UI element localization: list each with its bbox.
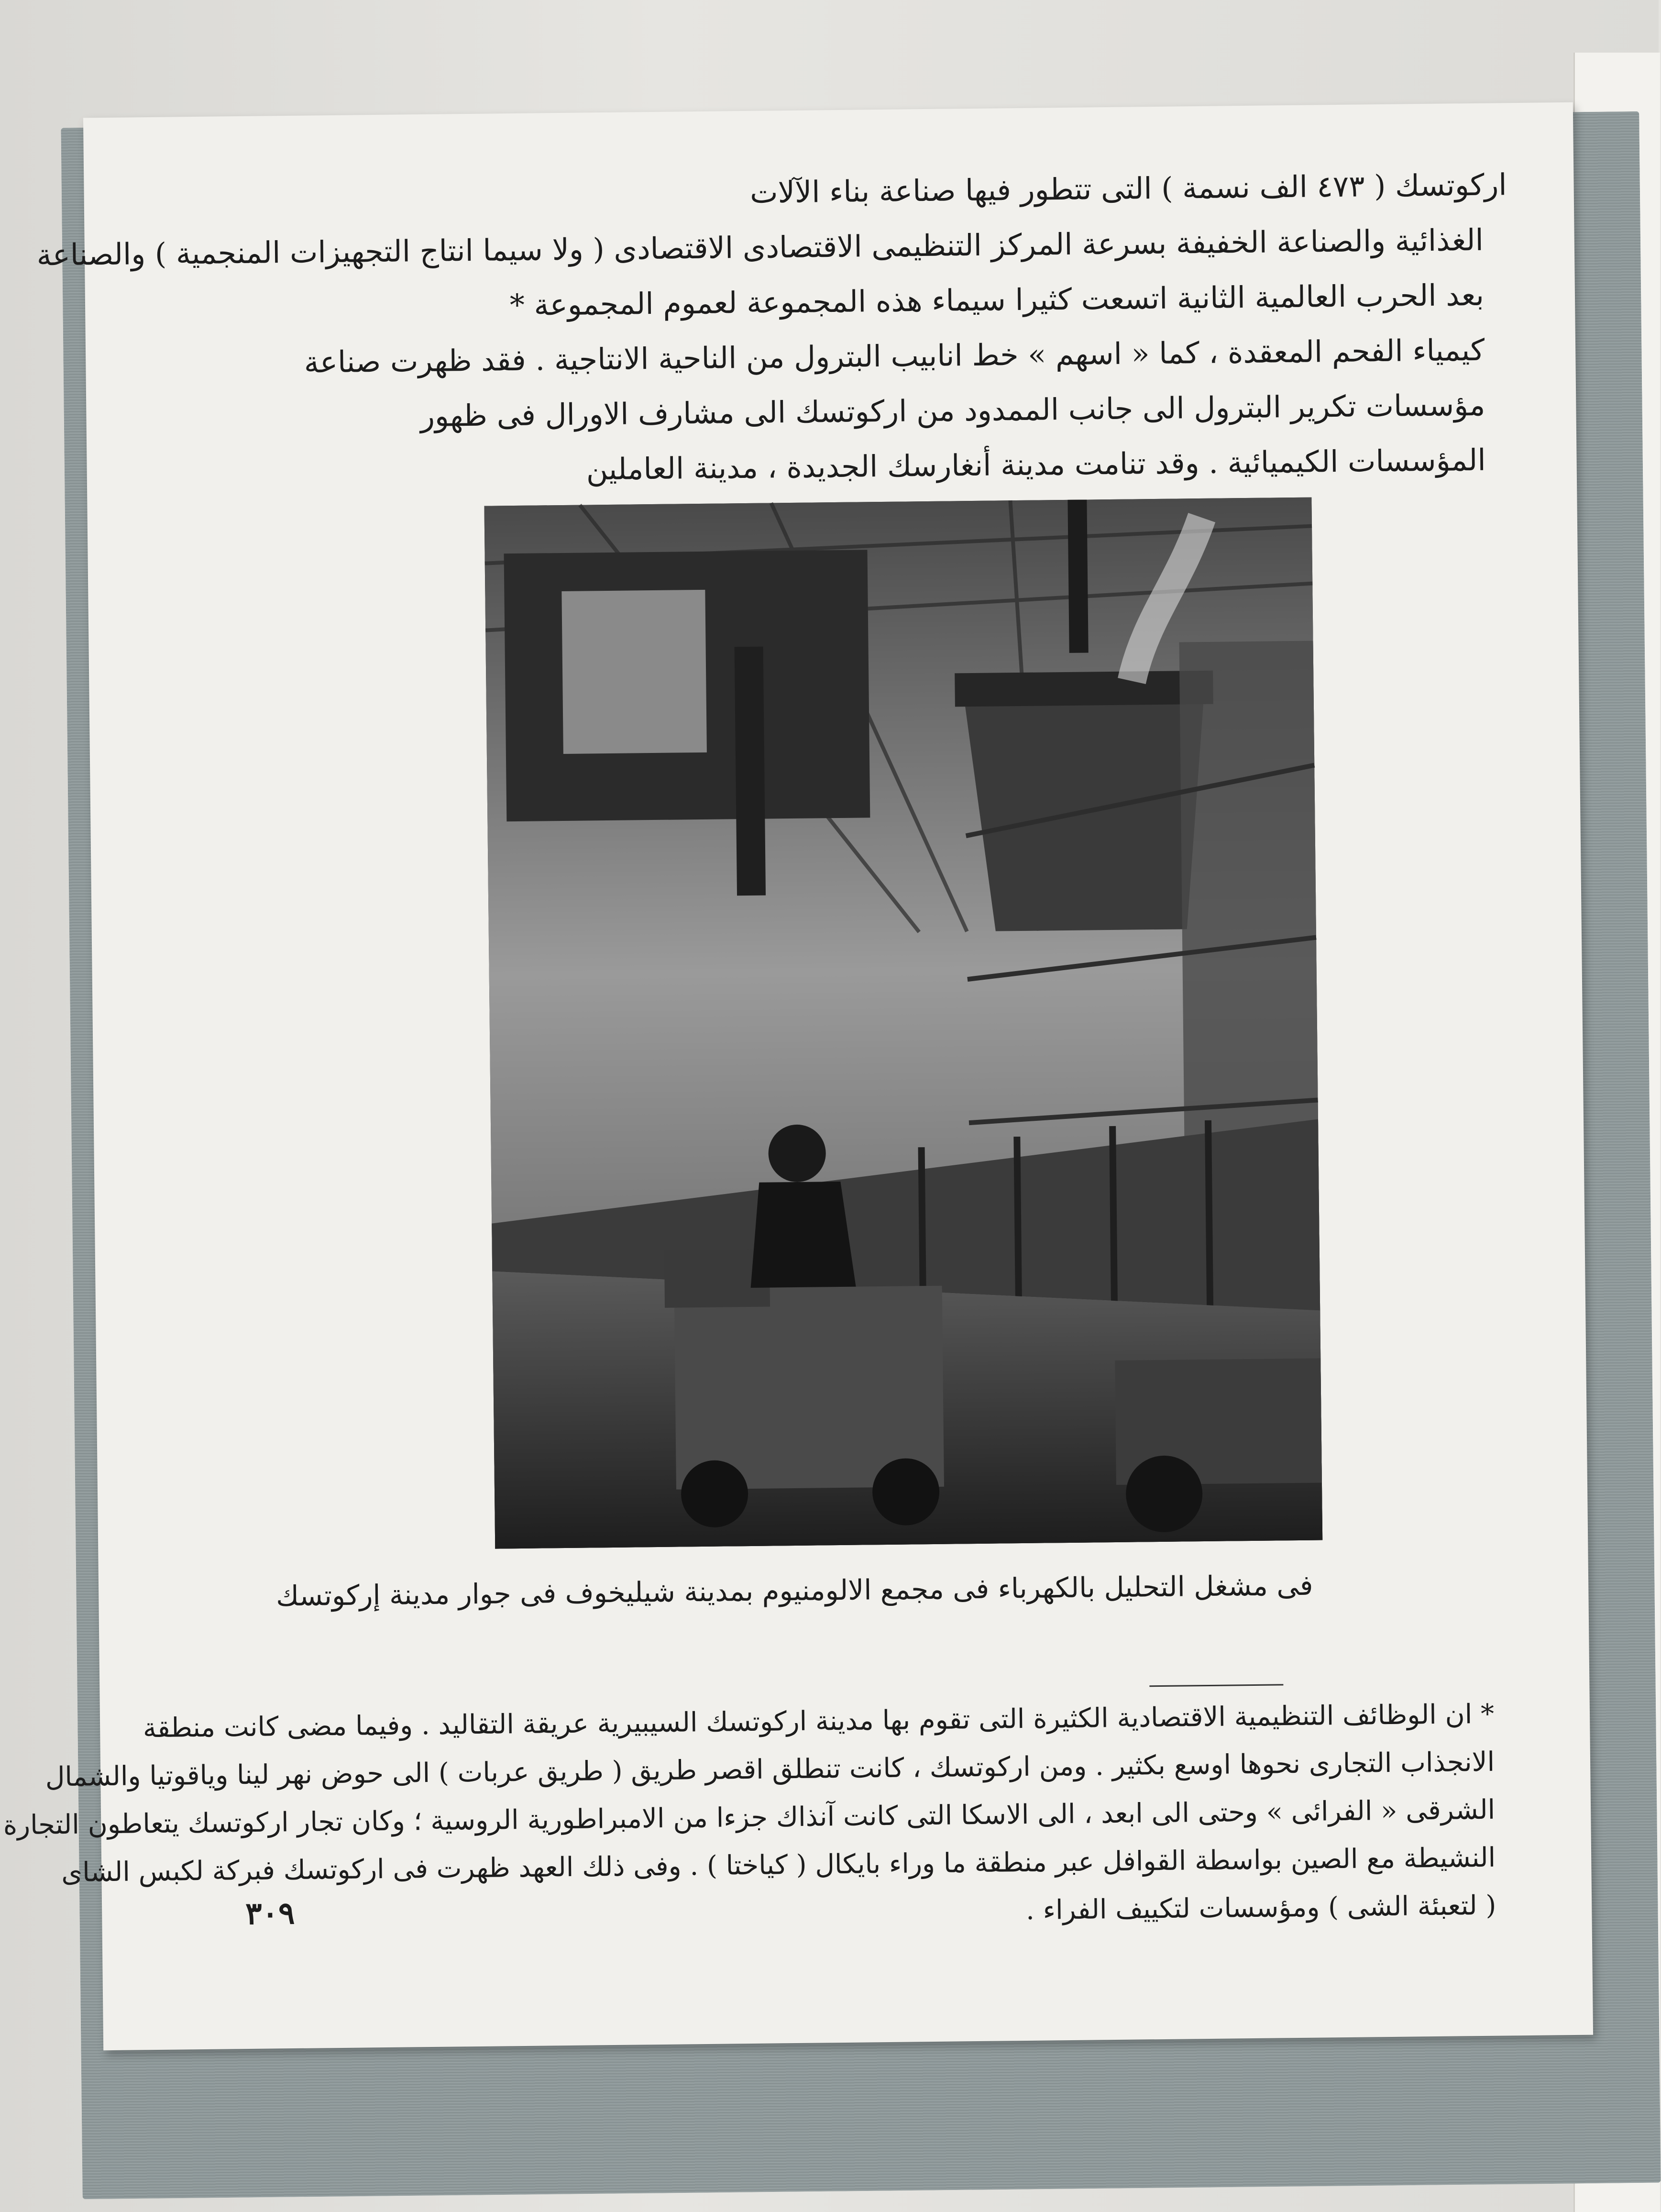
factory-photo <box>484 498 1322 1549</box>
body-line: اركوتسك ( ٤٧٣ الف نسمة ) التى تتطور فيها صناعة بناء الآلات <box>749 167 1507 210</box>
body-line: المؤسسات الكيميائية . وقد تنامت مدينة أنغارسك الجديدة ، مدينة العاملين <box>586 442 1486 487</box>
footnote-separator <box>1149 1684 1283 1687</box>
body-line: كيمياء الفحم المعقدة ، كما « اسهم » خط انابيب البترول من الناحية الانتاجية . فقد ظهرت صناعة <box>304 332 1485 380</box>
book-page <box>3 102 1593 2050</box>
photo-caption: فى مشغل التحليل بالكهرباء فى مجمع الالومنيوم بمدينة شيليخوف فى جوار مدينة إركوتسك <box>275 1569 1313 1613</box>
body-line: مؤسسات تكرير البترول الى جانب الممدود من اركوتسك الى مشارف الاورال فى ظهور <box>420 387 1485 434</box>
body-line: الغذائية والصناعة الخفيفة بسرعة المركز التنظيمى الاقتصادى الاقتصادى ( ولا سيما انتاج التجهيزات المنجمية ) والصناعة <box>36 222 1484 273</box>
footnote-line: النشيطة مع الصين بواسطة القوافل عبر منطقة ما وراء بايكال ( كياختا ) . وفى ذلك العهد ظهرت فى اركوتسك فبركة لكبس الشاى <box>61 1842 1496 1889</box>
page-number: ٣٠٩ <box>245 1895 295 1932</box>
body-line: بعد الحرب العالمية الثانية اتسعت كثيرا سيماء هذه المجموعة لعموم المجموعة * <box>509 277 1485 323</box>
footnote-line: الانجذاب التجارى نحوها اوسع بكثير . ومن اركوتسك ، كانت تنطلق اقصر طريق ( طريق عربات ) الى حوض نهر لينا وياقوتيا والشمال <box>45 1746 1495 1793</box>
electrolysis-hall-photo <box>484 498 1322 1549</box>
footnote-line: ( لتعبئة الشى ) ومؤسسات لتكييف الفراء . <box>1025 1890 1496 1926</box>
footnote-line: الشرقى « الفرائى » وحتى الى ابعد ، الى الاسكا التى كانت آنذاك جزءا من الامبراطورية الروسية ؛ وكان تجار اركوتسك يتعاطون التجارة <box>3 1794 1496 1841</box>
footnote-line: * ان الوظائف التنظيمية الاقتصادية الكثيرة التى تقوم بها مدينة اركوتسك السيبيرية عريقة التقاليد . وفيما مضى كانت منطقة <box>143 1698 1495 1744</box>
